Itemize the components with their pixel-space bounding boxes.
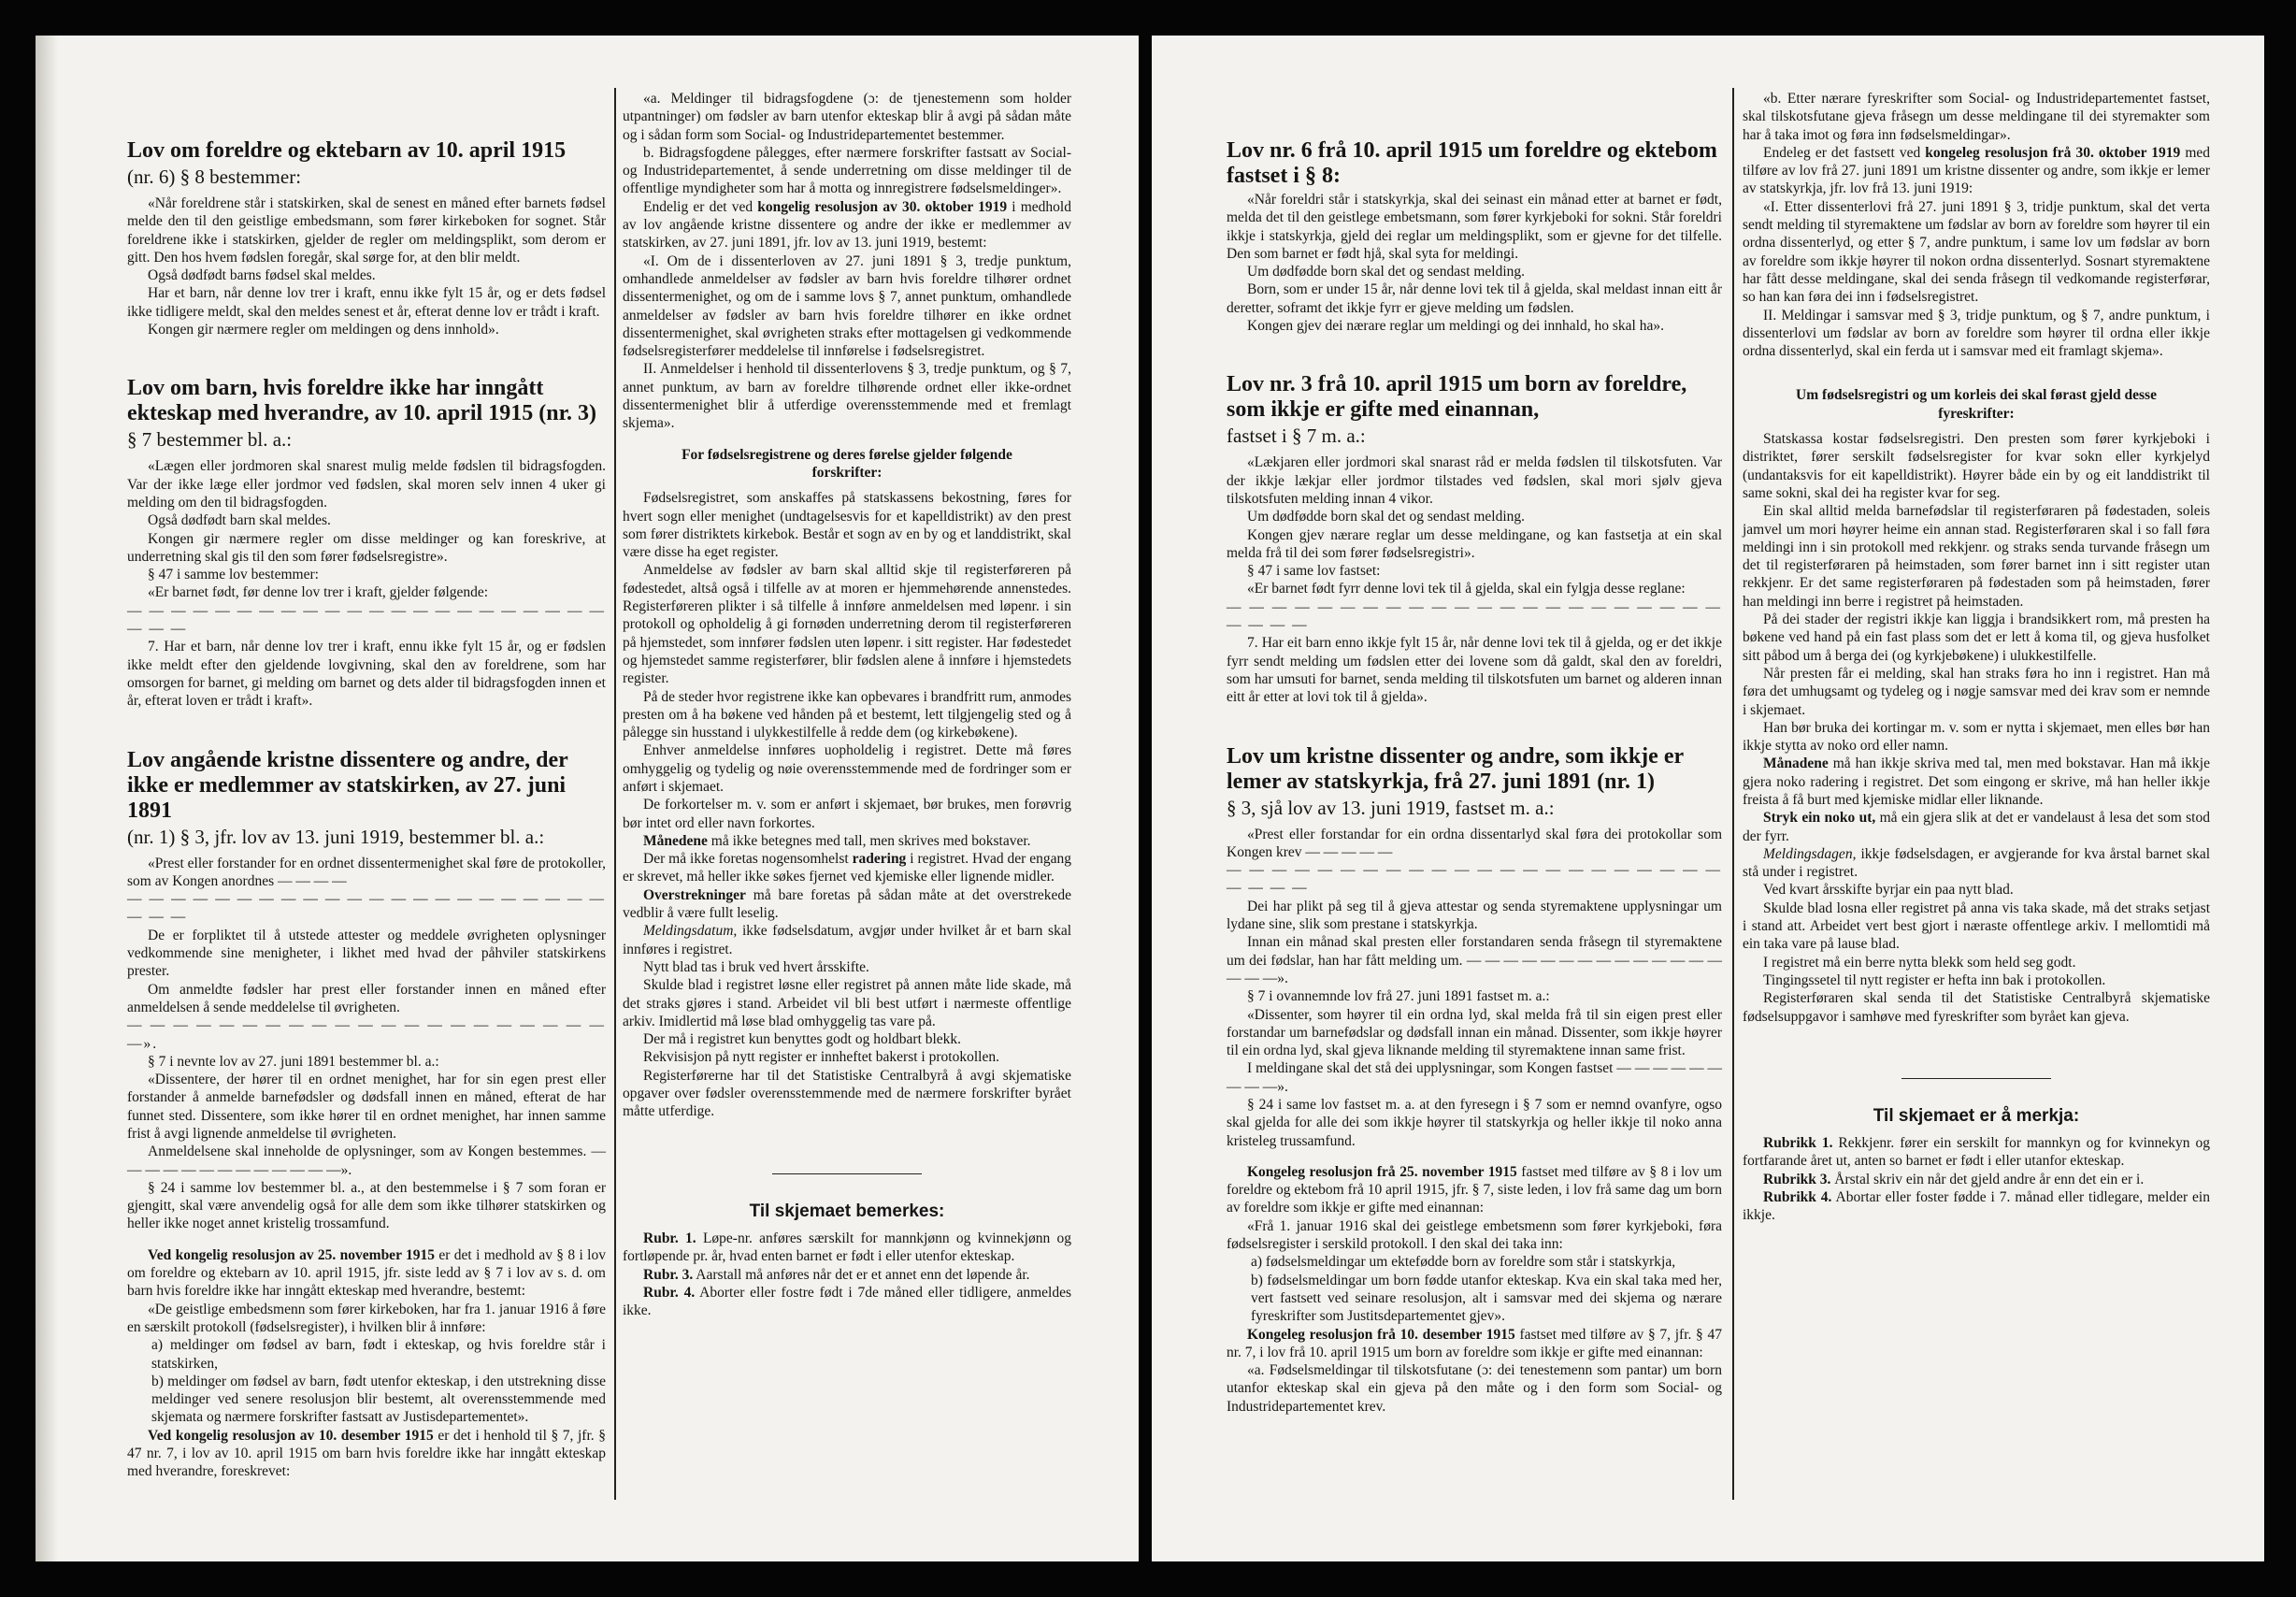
paragraph: «Dissentere, der hører til en ordnet menighet, har for sin egen prest eller forstander å anmelde barnefødsler og dødsfall innen en måned, efterat de har funnet sted. Dissentere, som ikke hører til en ordnet menighet, har innen samme frist å avgi lignende anmeldelse til øvrigheten. <box>127 1072 606 1142</box>
paragraph: § 7 i ovannemnde lov frå 27. juni 1891 fastset m. a.: <box>1247 988 1550 1005</box>
paragraph: § 47 i samme lov bestemmer: <box>148 567 319 583</box>
paragraph: Ved kvart årsskifte byrjar ein paa nytt blad. <box>1763 882 2014 899</box>
paragraph: 7. Har et barn, når denne lov trer i kraft, ennu ikke fylt 15 år, og er fødslen ikke meldt efter den gjeldende lovgivning, skal den av foreldrene, som har omsorgen for barnet, gi melding om barnet og dets alder til bidragsfogden innen et år, efterat loven er trådt i kraft». <box>127 639 606 710</box>
paragraph: Også dødfødt barns fødsel skal meldes. <box>148 267 376 284</box>
section-heading: Lov om foreldre og ektebarn av 10. april 1915 <box>127 138 567 163</box>
paragraph <box>1743 144 2210 198</box>
right-column-2 <box>1743 90 2210 1225</box>
paragraph <box>127 1427 606 1481</box>
paragraph: Også dødfødt barn skal meldes. <box>148 512 331 529</box>
paragraph: § 24 i samme lov bestemmer bl. a., at den bestemmelse i § 7 som foran er gjengitt, skal være anvendelig også for alle dem som ikke tilhører statskirken og heller ikke noget annet kristelig trossamfund. <box>127 1179 606 1232</box>
section-subheading: § 3, sjå lov av 13. juni 1919, fastset m. a.: <box>1227 796 1555 819</box>
dash-line: — — — — — — — — — — — — — — — — — — — — — — — — — <box>127 602 606 638</box>
paragraph-text: ikke fødselsdatum, avgjør under hvilket år et barn skal innføres i registret. <box>623 923 1071 957</box>
paragraph: «a. Meldinger til bidragsfogdene (ɔ: de tjenestemenn som holder utpantninger) om fødsler av barn utenfor ekteskap blir å avgi på sådan måte og i sådan form som Social- og Industridepartementet bestemmer. <box>623 91 1071 143</box>
bold-phrase: Ved kongelig resolusjon av 10. desember 1915 <box>148 1427 434 1444</box>
paragraph: «I. Etter dissenterlovi frå 27. juni 1891 § 3, tridje punktum, skal det verta sendt melding til styremaktene um fødslar av born av foreldre som høyrer til ein ordna dissenterlyd, og etter § 7, andre punktum, i same lov um fødslar av born av foreldre som ikkje høyrer til nokon ordna dissenterlyd. Sosnart styremaktene har fått desse meldingane, skal dei senda fråsegn til vedkomande registerførar, so han kan føra dei inn i fødselsregistret. <box>1743 198 2210 306</box>
paragraph: «Er barnet født fyrr denne lovi tek til å gjelda, skal ein fylgja desse reglane: <box>1247 581 1686 597</box>
paragraph <box>623 1266 1071 1284</box>
paragraph: De forkortelser m. v. som er anført i skjemaet, bør brukes, men forøvrig bør intet ord eller navn forkortes. <box>623 797 1071 831</box>
paragraph: § 24 i same lov fastset m. a. at den fyresegn i § 7 som er nemnd ovanfyre, ogso skal gjelda for alle dei som ikkje høyrer til statskyrkja og heller ikkje til noko anna kristeleg trussamfund. <box>1227 1096 1722 1149</box>
paragraph-text: Endeleg er det fastsett ved <box>1763 144 1926 161</box>
paragraph: Når presten får ei melding, skal han straks føra ho inn i registret. Han må føra det umhugsamt og tydeleg og i nøgje samsvar med dei krav som er nemnde i skjemaet. <box>1743 665 2210 718</box>
paragraph: Kongen gjev dei nærare reglar um meldingi og dei innhald, ho skal ha». <box>1247 318 1664 335</box>
paragraph: «Lækjaren eller jordmori skal snarast råd er melda fødslen til tilskotsfuten. Var der ikkje lækjar eller jordmor tilstades ved fødslen, skal mori sjølv gjeva tilskotsfuten melding innan 4 vikor. <box>1227 454 1722 507</box>
paragraph: Har et barn, når denne lov trer i kraft, ennu ikke fylt 15 år, og er dets fødsel ikke tidligere meldt, skal den meldes senest et år, efterat denne lov er trådt i kraft. <box>127 285 606 320</box>
paragraph: Anmeldelse av fødsler av barn skal alltid skje til registerføreren på fødestedet, altså også i tilfelle av at moren er hjemmehørende annenstedes. Registerføreren plikter i så tilfelle å innføre anmeldelsen med løpenr. i sin protokoll og opholdelig å gi fornøden underretning derom til registerføreren på hjemstedet, som innfører fødslen uten løpenr. i sitt register. Har fødestedet og hjemstedet samme registerfører, blir fødslen alene å innføre i hjemstedets register. <box>623 562 1071 687</box>
separator-rule <box>772 1173 922 1174</box>
paragraph: Om anmeldte fødsler har prest eller forstander innen en måned efter anmeldelsen å sende meddelelse til øvrigheten. <box>127 981 606 1015</box>
paragraph-text: Der må ikke foretas nogensomhelst <box>643 851 853 868</box>
paragraph <box>127 1246 606 1301</box>
paragraph-text: Abortar eller foster fødde i 7. månad eller tidlegare, melder ein ikkje. <box>1743 1189 2210 1224</box>
paragraph: Ein skal alltid melda barnefødslar til registerføraren på fødestaden, soleis jamvel um mori høyrer heime ein annan stad. Registerføraren skal i so fall føra meldingi inn i sin protokoll med rekkjenr. og straks senda turvande fråsegn um det til registerføraren på heimstaden, som fører barnet inn i sitt register utan rekkjenr. Er det same registerføraren på fødestaden som på heimstaden, fører han meldingi inn berre i registret på heimstaden. <box>1743 503 2210 610</box>
section-heading: Lov nr. 6 frå 10. april 1915 um foreldre og ektebom fastset i § 8: <box>1227 138 1717 188</box>
bold-phrase: Månedene <box>643 832 708 849</box>
bold-phrase: Stryk ein noko ut, <box>1763 810 1876 827</box>
paragraph-text: fastset med tilføre av § 8 i lov um foreldre og ektebom frå 10 april 1915, jfr. § 7, siste leden, i lov frå same dag um born av foreldre som ikkje er gifte med einannan: <box>1227 1163 1722 1216</box>
bold-phrase: Rubr. 1. <box>643 1230 696 1246</box>
paragraph-text: må han ikkje skriva med tal, men med bokstavar. Han må ikkje gjera noko radering i registret. Det som eingong er skrive, må han heller ikkje freista å få burt med kjemiske midlar eller liknande. <box>1743 755 2210 808</box>
bold-phrase: Ved kongelig resolusjon av 25. november 1915 <box>148 1246 436 1263</box>
form-notes-heading: Til skjemaet bemerkes: <box>749 1201 945 1221</box>
subsection-heading: Um fødselsregistri og um korleis dei skal førast gjeld desse fyreskrifter: <box>1796 387 2157 422</box>
paragraph: I registret må ein berre nytta blekk som held seg godt. <box>1763 954 2076 971</box>
paragraph: Nytt blad tas i bruk ved hvert årsskifte. <box>643 958 869 975</box>
paragraph: Dei har plikt på seg til å gjeva attestar og senda styremaktene upplysningar um lydane sine, slik som prestane i statskyrkja. <box>1227 898 1722 933</box>
paragraph: Statskassa kostar fødselsregistri. Den presten som fører kyrkjeboki i distriktet, fører serskilt fødselsregister for kvar sokn eller kyrkjelyd (undantaksvis for eit kapelldistrikt). Høyrer både ein by og eit landdistrikt til same sokni, skal dei ha register kvar for seg. <box>1743 431 2210 501</box>
paragraph: Kongen gir nærmere regler om meldingen og dens innhold». <box>148 322 499 338</box>
bold-phrase: Rubr. 4. <box>643 1284 696 1301</box>
left-page <box>36 36 1139 1561</box>
dash-line: — — — — — — — — — — — — — — — — — — — — — —». <box>127 1017 606 1052</box>
paragraph <box>623 850 1071 886</box>
bold-phrase: Kongeleg resolusjon frå 25. november 1915 <box>1247 1163 1517 1180</box>
paragraph: De er forpliktet til å utstede attester og meddele øvrigheten oplysninger vedkommende sine menigheter, i likhet med hvad der påhviler statskirkens prester. <box>127 927 606 980</box>
paragraph-text: må ein gjera slik at det er vandelaust å lesa det som stod der fyrr. <box>1743 810 2210 844</box>
paragraph-text: med tilføre av lov frå 27. juni 1891 um kristne dissenter og andre, som ikkje er lemer av statskyrkja, jfr. lov frå 13. juni 1919: <box>1743 144 2211 197</box>
list-item: b) fødselsmeldingar um born fødde utanfor ekteskap. Kva ein skal taka med her, vert fastsett ved seinare resolusjon, alt i samsvar med dei skjema og nærare fyreskrifter som Justitsdepartementet gjev». <box>1251 1272 1722 1325</box>
paragraph: Rekvisisjon på nytt register er innheftet bakerst i protokollen. <box>643 1049 999 1066</box>
paragraph <box>1743 1134 2210 1171</box>
paragraph: «Når foreldrene står i statskirken, skal de senest en måned efter barnets fødsel melde den til den geistlige embedsmann, som fører kirkeboken for sognet. Står foreldrene ikke i statskirken, gjelder de regler om meldingsplikt, som derom er gitt. Den hos hvem fødslen foregår, skal sørge for, at den blir meldt. <box>127 195 606 266</box>
paragraph: Han bør bruka dei kortingar m. v. som er nytta i skjemaet, men elles bør han ikkje stytta av noko ord eller namn. <box>1743 719 2210 755</box>
paragraph: Skulde blad i registret løsne eller registret på annen måte lide skade, må det straks gjøres i stand. Arbeidet vil bli best utført i nærmeste offentlige arkiv. Imidlertid må løse blad omhyggelig tas vare på. <box>623 977 1071 1029</box>
paragraph: Um dødfødde born skal det og sendast melding. <box>1247 509 1526 525</box>
bold-phrase: radering <box>852 851 907 868</box>
section-subheading: (nr. 6) § 8 bestemmer: <box>127 165 302 188</box>
paragraph: På de steder hvor registrene ikke kan opbevares i brandfritt rum, anmodes presten om å ha bøkene ved hånden på et bestemt, lett tilgjengelig sted og å pålegge sin husstand i ulykkestilfelle å redde dem (og kirkebøkene). <box>623 688 1071 741</box>
column-divider <box>614 88 616 1500</box>
paragraph: «Prest eller forstandar for ein ordna dissentarlyd skal føra dei protokollar som Kongen krev — — — — — <box>1227 826 1722 860</box>
paragraph: Born, som er under 15 år, når denne lovi tek til å gjelda, skal meldast innan eitt år deretter, soframt det ikkje fyrr er gjeve melding um fødslen. <box>1227 281 1722 316</box>
section-subheading: § 7 bestemmer bl. a.: <box>127 428 293 452</box>
column-divider <box>1732 88 1734 1500</box>
paragraph: «Dissenter, som høyrer til ein ordna lyd, skal melda frå til sin eigen prest eller forstandar um barnefødslar og dødsfall innan ein månad. Dissenter, som ikkje høyrer til ein ordna lyd, skal gjeva liknande melding til styremaktene innan same frist. <box>1227 1006 1722 1059</box>
paragraph: Skulde blad losna eller registret på anna vis taka skade, må det straks setjast i stand att. Arbeidet vert best gjort i næraste offentlege arkiv. I mellomtidi må ein taka vare på lause blad. <box>1743 899 2210 953</box>
paragraph: «b. Etter nærare fyreskrifter som Social- og Industridepartementet fastset, skal tilskotsfutane gjeva fråsegn um desse meldingane til dei styremakter som har å taka imot og føra inn fødselsmeldingar». <box>1743 91 2210 143</box>
form-notes-heading: Til skjemaet er å merkja: <box>1873 1105 2080 1126</box>
paragraph-text: er det i henhold til § 7, jfr. § 47 nr. 7, i lov av 10. april 1915 om barn hvis foreldre ikke har inngått ekteskap med hverandre, foreskrevet: <box>127 1427 606 1480</box>
paragraph: På dei stader der registri ikkje kan liggja i brandsikkert rom, må presten ha bøkene ved hand på ein fast plass som det er lett å koma til, og gjeva husfolket sitt påbod um å berga dei (og kyrkjebøkene) i ulukkestilfelle. <box>1743 611 2210 664</box>
paragraph <box>1743 809 2210 845</box>
page-gutter-shadow <box>36 36 58 1561</box>
paragraph-text: Årstal skriv ein når det gjeld andre år enn det ein er i. <box>1830 1171 2145 1187</box>
paragraph-text: fastset med tilføre av § 7, jfr. § 47 nr. 7, i lov frå 10. april 1915 um born av foreldre som ikkje er gifte med einannan: <box>1227 1326 1722 1360</box>
paragraph-text: Endelig er det ved <box>643 198 758 215</box>
italic-phrase: Meldingsdagen, <box>1763 845 1857 862</box>
paragraph: II. Meldingar i samsvar med § 3, tridje punktum, og § 7, andre punktum, i dissenterlovi um fødslar av born av foreldre som høyrer til ordna eller ikkje ordna dissenterlyd, skal ein ferda ut i samsvar med eit framlagt skjema». <box>1743 307 2210 360</box>
separator-rule <box>1901 1078 2051 1079</box>
paragraph: b. Bidragsfogdene pålegges, efter nærmere forskrifter fastsatt av Social- og Industridepartementet, å sende underretning om disse meldinger til de offentlige myndigheter som har å motta og innregistrere fødselsmeldinger». <box>623 144 1071 197</box>
bold-phrase: kongeleg resolusjon frå 30. oktober 1919 <box>1925 144 2181 161</box>
paragraph <box>623 886 1071 923</box>
bold-phrase: Overstrekninger <box>643 886 746 903</box>
italic-phrase: Meldingsdatum, <box>643 923 738 940</box>
paragraph: Kongen gjev nærare reglar um desse meldingane, og kan fastsetja at ein skal melda frå til dei som fører fødselsregistri». <box>1227 526 1722 561</box>
paragraph: Innan ein månad skal presten eller forstandaren senda fråsegn til styremaktene um dei fødslar, han har fått melding um. — — — — — — — — — — — — — — — — —». <box>1227 934 1722 986</box>
paragraph-text: ikkje fødselsdagen, er avgjerande for kva årstal barnet skal stå under i registret. <box>1743 845 2210 881</box>
paragraph: «Prest eller forstander for en ordnet dissentermenighet skal føre de protokoller, som av Kongen anordnes — — — — <box>127 855 606 889</box>
paragraph <box>623 198 1071 252</box>
paragraph-text: i medhold av lov angående kristne dissentere og andre der ikke er medlemmer av statskirken, av 27. juni 1891, jfr. lov av 13. juni 1919, bestemt: <box>623 198 1071 252</box>
paragraph: Kongen gir nærmere regler om disse meldinger og kan foreskrive, at underretning skal gis til den som fører fødselsregistre». <box>127 530 606 565</box>
paragraph: § 7 i nevnte lov av 27. juni 1891 bestemmer bl. a.: <box>148 1053 439 1070</box>
paragraph <box>623 832 1071 850</box>
dash-line: — — — — — — — — — — — — — — — — — — — — — — — — — — <box>1227 598 1722 634</box>
paragraph: Anmeldelsene skal inneholde de oplysninger, som av Kongen bestemmes. — — — — — — — — — — — — —». <box>127 1144 606 1178</box>
paragraph: «Er barnet født, før denne lov trer i kraft, gjelder følgende: <box>148 584 489 601</box>
list-item: a) fødselsmeldingar um ektefødde born av foreldre som står i statskyrkja, <box>1251 1254 1676 1271</box>
paragraph-text: må bare foretas på sådan måte at det overstrekede vedblir å være fullt leselig. <box>623 886 1071 922</box>
list-item: b) meldinger om fødsel av barn, født utenfor ekteskap, i den utstrekning disse meldinger ved senere resolusjon blir bestemt, alt overensstemmende med skjemata og nærmere forskrifter fastsatt av Justisdepartementet». <box>151 1373 606 1426</box>
bold-phrase: Rubrikk 4. <box>1763 1189 1832 1206</box>
left-column-1 <box>127 90 606 1481</box>
paragraph-text: må ikke betegnes med tall, men skrives med bokstaver. <box>707 832 1031 849</box>
bold-phrase: Rubrikk 3. <box>1763 1171 1831 1187</box>
paragraph: 7. Har eit barn enno ikkje fylt 15 år, når denne lovi tek til å gjelda, og er det ikkje fyrr sendt melding um fødslen etter dei lovene som då galdt, skal den av foreldri, som har umsuti for barnet, senda melding til tilskotsfuten um barnet og alderen innan eitt år etter at lovi tok til å gjelda». <box>1227 635 1722 706</box>
bold-phrase: Rubr. 3. <box>643 1266 694 1283</box>
paragraph-text: Rekkjenr. fører ein serskilt for mannkyn og for kvinnekyn og fortfarande året ut, anten so barnet er født i eller utanfor ekteskap. <box>1743 1135 2210 1170</box>
paragraph: «a. Fødselsmeldingar til tilskotsfutane (ɔ: dei tenestemenn som pantar) um born utanfor ekteskap skal ein gjeva på den måte og i den form som Social- og Industridepartementet krev. <box>1227 1362 1722 1415</box>
section-subheading: fastset i § 7 m. a.: <box>1227 424 1366 448</box>
paragraph <box>623 1284 1071 1320</box>
dash-line: — — — — — — — — — — — — — — — — — — — — — — — — — <box>127 891 606 926</box>
paragraph: Fødselsregistret, som anskaffes på statskassens bekostning, føres for hvert sogn eller menighet (undtagelsesvis for et kapelldistrikt) av den prest som fører distriktets kirkebok. Består et sogn av en by og et landdistrikt, skal være disse ha eget register. <box>623 490 1071 561</box>
section-heading: Lov um kristne dissenter og andre, som ikkje er lemer av statskyrkja, frå 27. juni 1891 (nr. 1) <box>1227 743 1684 794</box>
paragraph <box>1743 755 2210 809</box>
section-subheading: (nr. 1) § 3, jfr. lov av 13. juni 1919, bestemmer bl. a.: <box>127 825 545 848</box>
paragraph <box>623 922 1071 958</box>
paragraph-text: Aarstall må anføres når det er et annet enn det løpende år. <box>693 1266 1030 1283</box>
paragraph: Registerførerne har til det Statistiske Centralbyrå å avgi skjematiske opgaver over fødsler overensstemmende med de nærmere forskrifter byrået måtte utferdige. <box>623 1067 1071 1120</box>
paragraph <box>1227 1326 1722 1362</box>
paragraph-text: Løpe-nr. anføres særskilt for mannkjønn og kvinnekjønn og fortløpende pr. år, hvad enten barnet er født i eller utenfor ekteskap. <box>623 1230 1071 1265</box>
section-heading: Lov nr. 3 frå 10. april 1915 um born av foreldre, som ikkje er gifte med einannan, <box>1227 372 1687 423</box>
section-heading: Lov angående kristne dissentere og andre, der ikke er medlemmer av statskirken, av 27. juni 1891 <box>127 747 568 823</box>
paragraph: «I. Om de i dissenterloven av 27. juni 1891 § 3, tredje punktum, omhandlede anmeldelser av fødsler av barn hvis foreldre tilhører ordnet dissentermenighet, og om de i samme lovs § 7, annet punktum, omhandlede anmeldelser av fødsler av barn hvis foreldre tilhører en ikke ordnet dissentermenighet, skal øvrigheten straks efter mottagelsen gi vedkommende fødselsregisterfører meddelelse til innførelse i fødselsregistret. <box>623 252 1071 360</box>
paragraph <box>1227 1163 1722 1217</box>
paragraph: «De geistlige embedsmenn som fører kirkeboken, har fra 1. januar 1916 å føre en særskilt protokoll (fødselsregister), i hvilken blir å innføre: <box>127 1301 606 1335</box>
paragraph <box>623 1230 1071 1266</box>
section-heading: Lov om barn, hvis foreldre ikke har inngått ekteskap med hverandre, av 10. april 1915 (nr. 3) <box>127 376 597 426</box>
paragraph: I meldingane skal det stå dei upplysningar, som Kongen fastset — — — — — — — — —». <box>1227 1060 1722 1095</box>
paragraph: «Når foreldri står i statskyrkja, skal dei seinast ein månad etter at barnet er født, melda det til den geistlege embetsmann, som fører kyrkjeboki for sokni. Står foreldri ikkje i statskyrkja, gjeld dei reglar um meldingsplikt, som er gjevne for det tilfelle. Den som barnet er født hjå, skal syta for meldingi. <box>1227 192 1722 262</box>
paragraph: II. Anmeldelser i henhold til dissenterlovens § 3, tredje punktum, og § 7, annet punktum, av barn av foreldre tilhørende ordnet eller ikke-ordnet dissentermenighet blir å utferdige overensstemmende med et fremlagt skjema». <box>623 361 1071 432</box>
paragraph: «Frå 1. januar 1916 skal dei geistlege embetsmenn som fører kyrkjeboki, føra fødselsregister i serskild protokoll. I den skal dei taka inn: <box>1227 1217 1722 1253</box>
paragraph <box>1743 1188 2210 1225</box>
list-item: a) meldinger om fødsel av barn, født i ekteskap, og hvis foreldre står i statskirken, <box>151 1337 606 1372</box>
paragraph: «Lægen eller jordmoren skal snarest mulig melde fødslen til bidragsfogden. Var der ikke læge eller jordmor ved fødslen, skal moren selv innen 4 uker gi melding om den til bidragsfogden. <box>127 458 606 511</box>
dash-line: — — — — — — — — — — — — — — — — — — — — — — — — — — <box>1227 862 1722 897</box>
paragraph-text: i registret. Hvad der engang er skrevet, må heller ikke søkes fjernet ved kjemiske eller lignende midler. <box>623 851 1071 885</box>
left-column-2 <box>623 90 1071 1319</box>
paragraph: Registerføraren skal senda til det Statistiske Centralbyrå skjematiske fødselsuppgavor i samhøve med fyreskrifter som byrået kan gjeva. <box>1743 990 2210 1025</box>
paragraph: Der må i registret kun benyttes godt og holdbart blekk. <box>643 1031 962 1048</box>
bold-phrase: Kongeleg resolusjon frå 10. desember 1915 <box>1247 1326 1515 1343</box>
right-column-1 <box>1227 90 1722 1416</box>
bold-phrase: kongelig resolusjon av 30. oktober 1919 <box>757 198 1008 215</box>
subsection-heading: For fødselsregistrene og deres førelse gjelder følgende forskrifter: <box>682 446 1012 481</box>
paragraph-text: er det i medhold av § 8 i lov om foreldre og ektebarn av 10. april 1915, jfr. siste ledd av § 7 i lov av s. d. om barn hvis foreldre ikke har inngått ekteskap med hverandre, bestemt: <box>127 1246 606 1300</box>
paragraph: Tingingssetel til nytt register er hefta inn bak i protokollen. <box>1763 971 2106 988</box>
right-page <box>1152 36 2264 1561</box>
paragraph <box>1743 1171 2210 1188</box>
paragraph: Enhver anmeldelse innføres uopholdelig i registret. Dette må føres omhyggelig og tydelig og nøie overensstemmende med de fordringer som er anført i skjemaet. <box>623 742 1071 795</box>
paragraph: Um dødfødde born skal det og sendast melding. <box>1247 264 1526 281</box>
bold-phrase: Rubrikk 1. <box>1763 1135 1833 1152</box>
paragraph-text: Aborter eller fostre født i 7de måned eller tidligere, anmeldes ikke. <box>623 1284 1071 1319</box>
paragraph: § 47 i same lov fastset: <box>1247 563 1381 580</box>
paragraph <box>1743 845 2210 882</box>
bold-phrase: Månadene <box>1763 755 1829 772</box>
